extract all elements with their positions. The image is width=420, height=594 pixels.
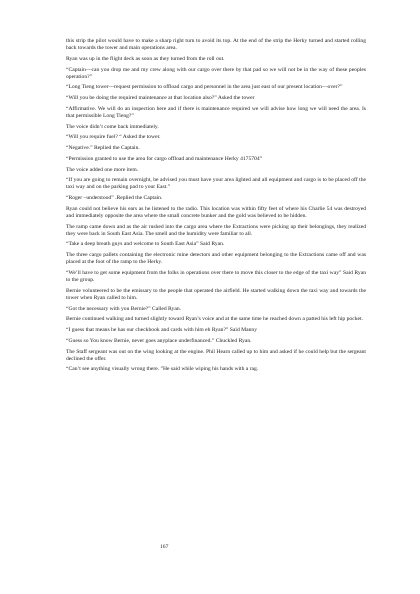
paragraph: “Negative.” Replied the Captain. [66, 145, 140, 152]
page-number: 167 [160, 544, 169, 550]
paragraph: Ryan could not believe his ears as he listened to the radio. This location was within fifty feet of where his Charlie 54 was destroyed and immediately opposite the area where the small concrete bunker and the gold was believed to be hidden. [66, 205, 366, 219]
paragraph: The voice added one more item. [66, 166, 139, 173]
paragraph: “Permission granted to use the area for cargo offload and maintenance Herky 4175704” [66, 155, 263, 162]
paragraph: “I guess that means he has our checkbook and cards with him eh Ryan?” Said Manny [66, 327, 257, 334]
paragraph: “Will you be doing the required maintenance at that location also?” Asked the tower [66, 95, 255, 102]
paragraph: this strip the pilot would have to make a sharp right turn to avoid its top. At the end of the strip the Herky turned and started rolling back towards the tower and main operations area. [66, 38, 366, 52]
paragraph: The ramp came down and as the air rushed into the cargo area where the Extractions were picking up their belongings, they realized they were back in South East Asia. The smell and the humidity were familiar to all. [66, 223, 366, 237]
paragraph: The voice didn’t come back immediately. [66, 123, 159, 130]
paragraph: “If you are going to remain overnight, be advised you must have your area lighted and all equipment and cargo is to be placed off the taxi way and on the parking pad to your East.” [66, 177, 366, 191]
paragraph: “Affirmative. We will do an inspection here and if there is maintenance required we will advise how long we will need the area. Is that permissible Long Tieng?” [66, 105, 366, 119]
paragraph: “Captain—can you drop me and my crew along with our cargo over there by that pad so we will not be in the way of these peoples operation?” [66, 66, 366, 80]
page-body [66, 38, 366, 377]
paragraph: “Will you require fuel? “ Asked the tower. [66, 134, 161, 141]
paragraph: “Take a deep breath guys and welcome to South East Asia” Said Ryan. [66, 241, 225, 248]
paragraph: The Staff sergeant was out on the wing looking at the engine. Phil Hearn called up to him and asked if he could help but the sergeant declined the offer. [66, 348, 366, 362]
paragraph: “Roger –understood” .Replied the Captain. [66, 195, 163, 202]
paragraph: Bernie continued walking and turned slightly toward Ryan’s voice and at the same time he reached down a patted his left hip pocket. [66, 316, 363, 323]
paragraph: “Guess so You know Bernie, never goes anyplace underfinanced.” Chuckled Ryan. [66, 337, 252, 344]
paragraph: “We’ll have to get some equipment from the folks in operations over there to move this closer to the edge of the taxi way” Said Ryan to the group. [66, 270, 366, 284]
paragraph: “Long Tieng tower—request permission to offload cargo and personnel in the area just east of our present location—over?” [66, 84, 343, 91]
paragraph: The three cargo pallets containing the electronic mine detectors and other equipment belonging to the Extractions came off and was placed at the foot of the ramp to the Herky. [66, 252, 366, 266]
paragraph: “Got the necessary with you Bernie?” Called Ryan. [66, 305, 182, 312]
paragraph: Bernie volunteered to be the emissary to the people that operated the airfield. He started walking down the taxi way and towards the tower when Ryan called to him. [66, 287, 366, 302]
paragraph: Ryan was up in the flight deck as soon as they turned from the roll out. [66, 55, 225, 62]
paragraph: “Can’t see anything visually wrong there. ”He said while wiping his hands with a rag. [66, 366, 259, 373]
